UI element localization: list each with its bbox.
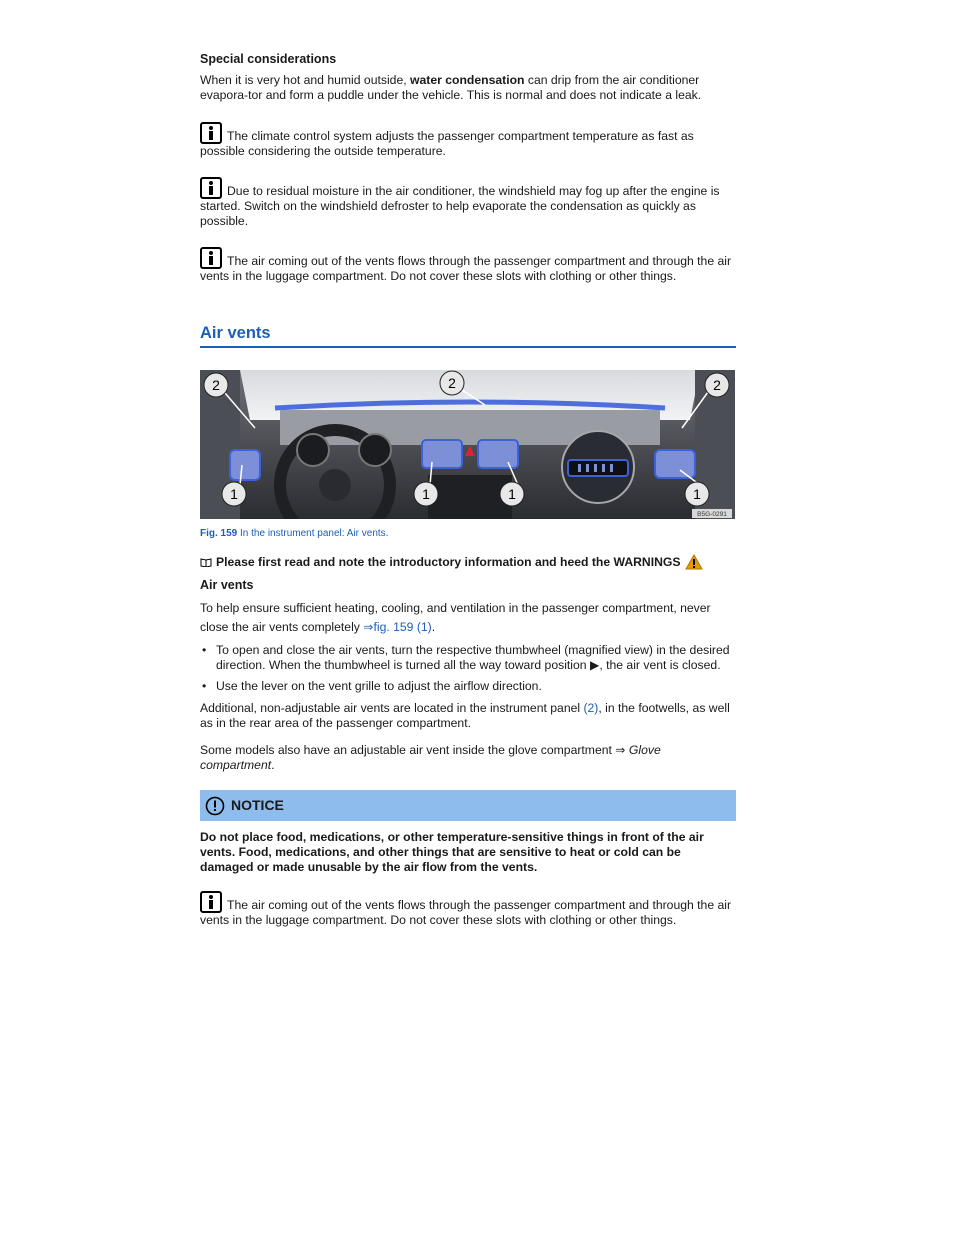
callout-1-center-left	[414, 482, 438, 506]
svg-text:1: 1	[422, 486, 430, 502]
info-note-text: Due to residual moisture in the air conditioner, the windshield may fog up after the engine is started. Switch on the windshield defroster to help evaporate the condensation as quickly as possible.	[200, 184, 720, 228]
additional-vents-paragraph	[200, 701, 736, 731]
info-note-text: The air coming out of the vents flows through the passenger compartment and through the air vents in the luggage compartment. Do not cover these slots with clothing or other things.	[200, 898, 732, 927]
svg-text:2: 2	[713, 377, 721, 393]
notice-bar	[200, 790, 736, 821]
svg-text:2: 2	[212, 377, 220, 393]
arrow-icon: ⇒	[615, 743, 626, 757]
body-text: , in the footwells, as well as in the rear area of the passenger compartment.	[200, 701, 730, 730]
center-screen	[428, 475, 512, 519]
bullet-item	[200, 643, 736, 673]
dashboard-figure	[200, 370, 735, 519]
bullet-dot: •	[202, 679, 207, 693]
glove-compartment-paragraph	[200, 743, 736, 773]
condensation-text-1: When it is very hot and humid outside,	[200, 73, 411, 87]
figure-code: B5G-0291	[697, 511, 727, 518]
info-note-2	[200, 184, 736, 229]
body-text: .	[271, 758, 275, 772]
body-text: Some models also have an adjustable air vent inside the glove compartment	[200, 743, 616, 757]
info-note-1	[200, 129, 736, 159]
figure-caption	[200, 526, 736, 541]
condensation-text-2: can drip from the air conditioner evapora-tor and form a puddle under the vehicle. This is normal and does not indicate a leak.	[200, 73, 702, 102]
bullet-text: Use the lever on the vent grille to adjust the airflow direction.	[216, 679, 542, 693]
air-vents-paragraph	[200, 599, 736, 637]
callout-2-left	[204, 373, 228, 397]
info-icon	[200, 891, 222, 913]
right-vent	[655, 450, 695, 478]
notice-label: NOTICE	[231, 797, 284, 813]
callout-2-center	[440, 371, 464, 395]
info-note-3	[200, 254, 736, 284]
condensation-bold: water condensation	[410, 73, 525, 87]
section-title-air-vents: Air vents	[200, 326, 736, 348]
intro-text: Please first read and note the introductory information and heed the WARNINGS	[216, 554, 681, 569]
info-note-text: The climate control system adjusts the passenger compartment temperature as fast as possible considering the outside temperature.	[200, 129, 694, 158]
special-considerations-heading: Special considerations	[200, 52, 337, 66]
info-note-text: The air coming out of the vents flows through the passenger compartment and through the air vents in the luggage compartment. Do not cover these slots with clothing or other things.	[200, 254, 732, 283]
bullet-item	[200, 679, 736, 694]
body-text: .	[431, 620, 436, 634]
speedometer	[297, 434, 329, 466]
glove-compartment-link[interactable]: Glove compartment	[200, 743, 661, 772]
center-right-vent	[478, 440, 518, 468]
air-vents-subheading: Air vents	[200, 578, 254, 592]
arrow-icon: ⇒	[363, 620, 374, 634]
manual-page	[200, 52, 736, 928]
callout-1-center-right	[500, 482, 524, 506]
callout-link[interactable]: (2)	[583, 701, 599, 715]
bullet-text: To open and close the air vents, turn the respective thumbwheel (magnified view) in the desired direction. When the thumbwheel is turned all the way toward position ▶, the air vent is closed.	[216, 643, 730, 672]
bullet-dot: •	[202, 643, 207, 657]
svg-text:1: 1	[508, 486, 516, 502]
callout-1-left	[222, 482, 246, 506]
svg-text:1: 1	[693, 486, 701, 502]
tachometer	[359, 434, 391, 466]
dashboard-illustration	[200, 370, 735, 519]
info-note-4	[200, 898, 736, 928]
steering-hub	[319, 469, 351, 501]
notice-icon	[205, 796, 225, 816]
intro-line	[200, 554, 736, 570]
body-text: Additional, non-adjustable air vents are located in the instrument panel	[200, 701, 584, 715]
info-icon	[200, 247, 222, 269]
callout-2-right	[705, 373, 729, 397]
warning-icon	[685, 554, 703, 570]
figure-caption-text: In the instrument panel: Air vents.	[237, 528, 389, 539]
center-left-vent	[422, 440, 462, 468]
svg-text:1: 1	[230, 486, 238, 502]
book-icon	[200, 557, 212, 567]
figure-number: Fig. 159	[200, 528, 238, 539]
callout-1-right	[685, 482, 709, 506]
figure-link[interactable]: fig. 159 (1)	[373, 620, 432, 634]
left-vent	[230, 450, 260, 480]
svg-text:2: 2	[448, 375, 456, 391]
info-icon	[200, 177, 222, 199]
info-icon	[200, 122, 222, 144]
condensation-paragraph	[200, 73, 736, 103]
notice-text: Do not place food, medications, or other temperature-sensitive things in front of the air vents. Food, medications, and other things that are sensitive to heat or cold can be damaged or made unusable by the air flow from the vents.	[200, 830, 704, 874]
body-text: To help ensure sufficient heating, cooling, and ventilation in the passenger compartment, never close the air vents completely	[200, 601, 711, 634]
magnified-thumbwheel	[568, 460, 628, 476]
